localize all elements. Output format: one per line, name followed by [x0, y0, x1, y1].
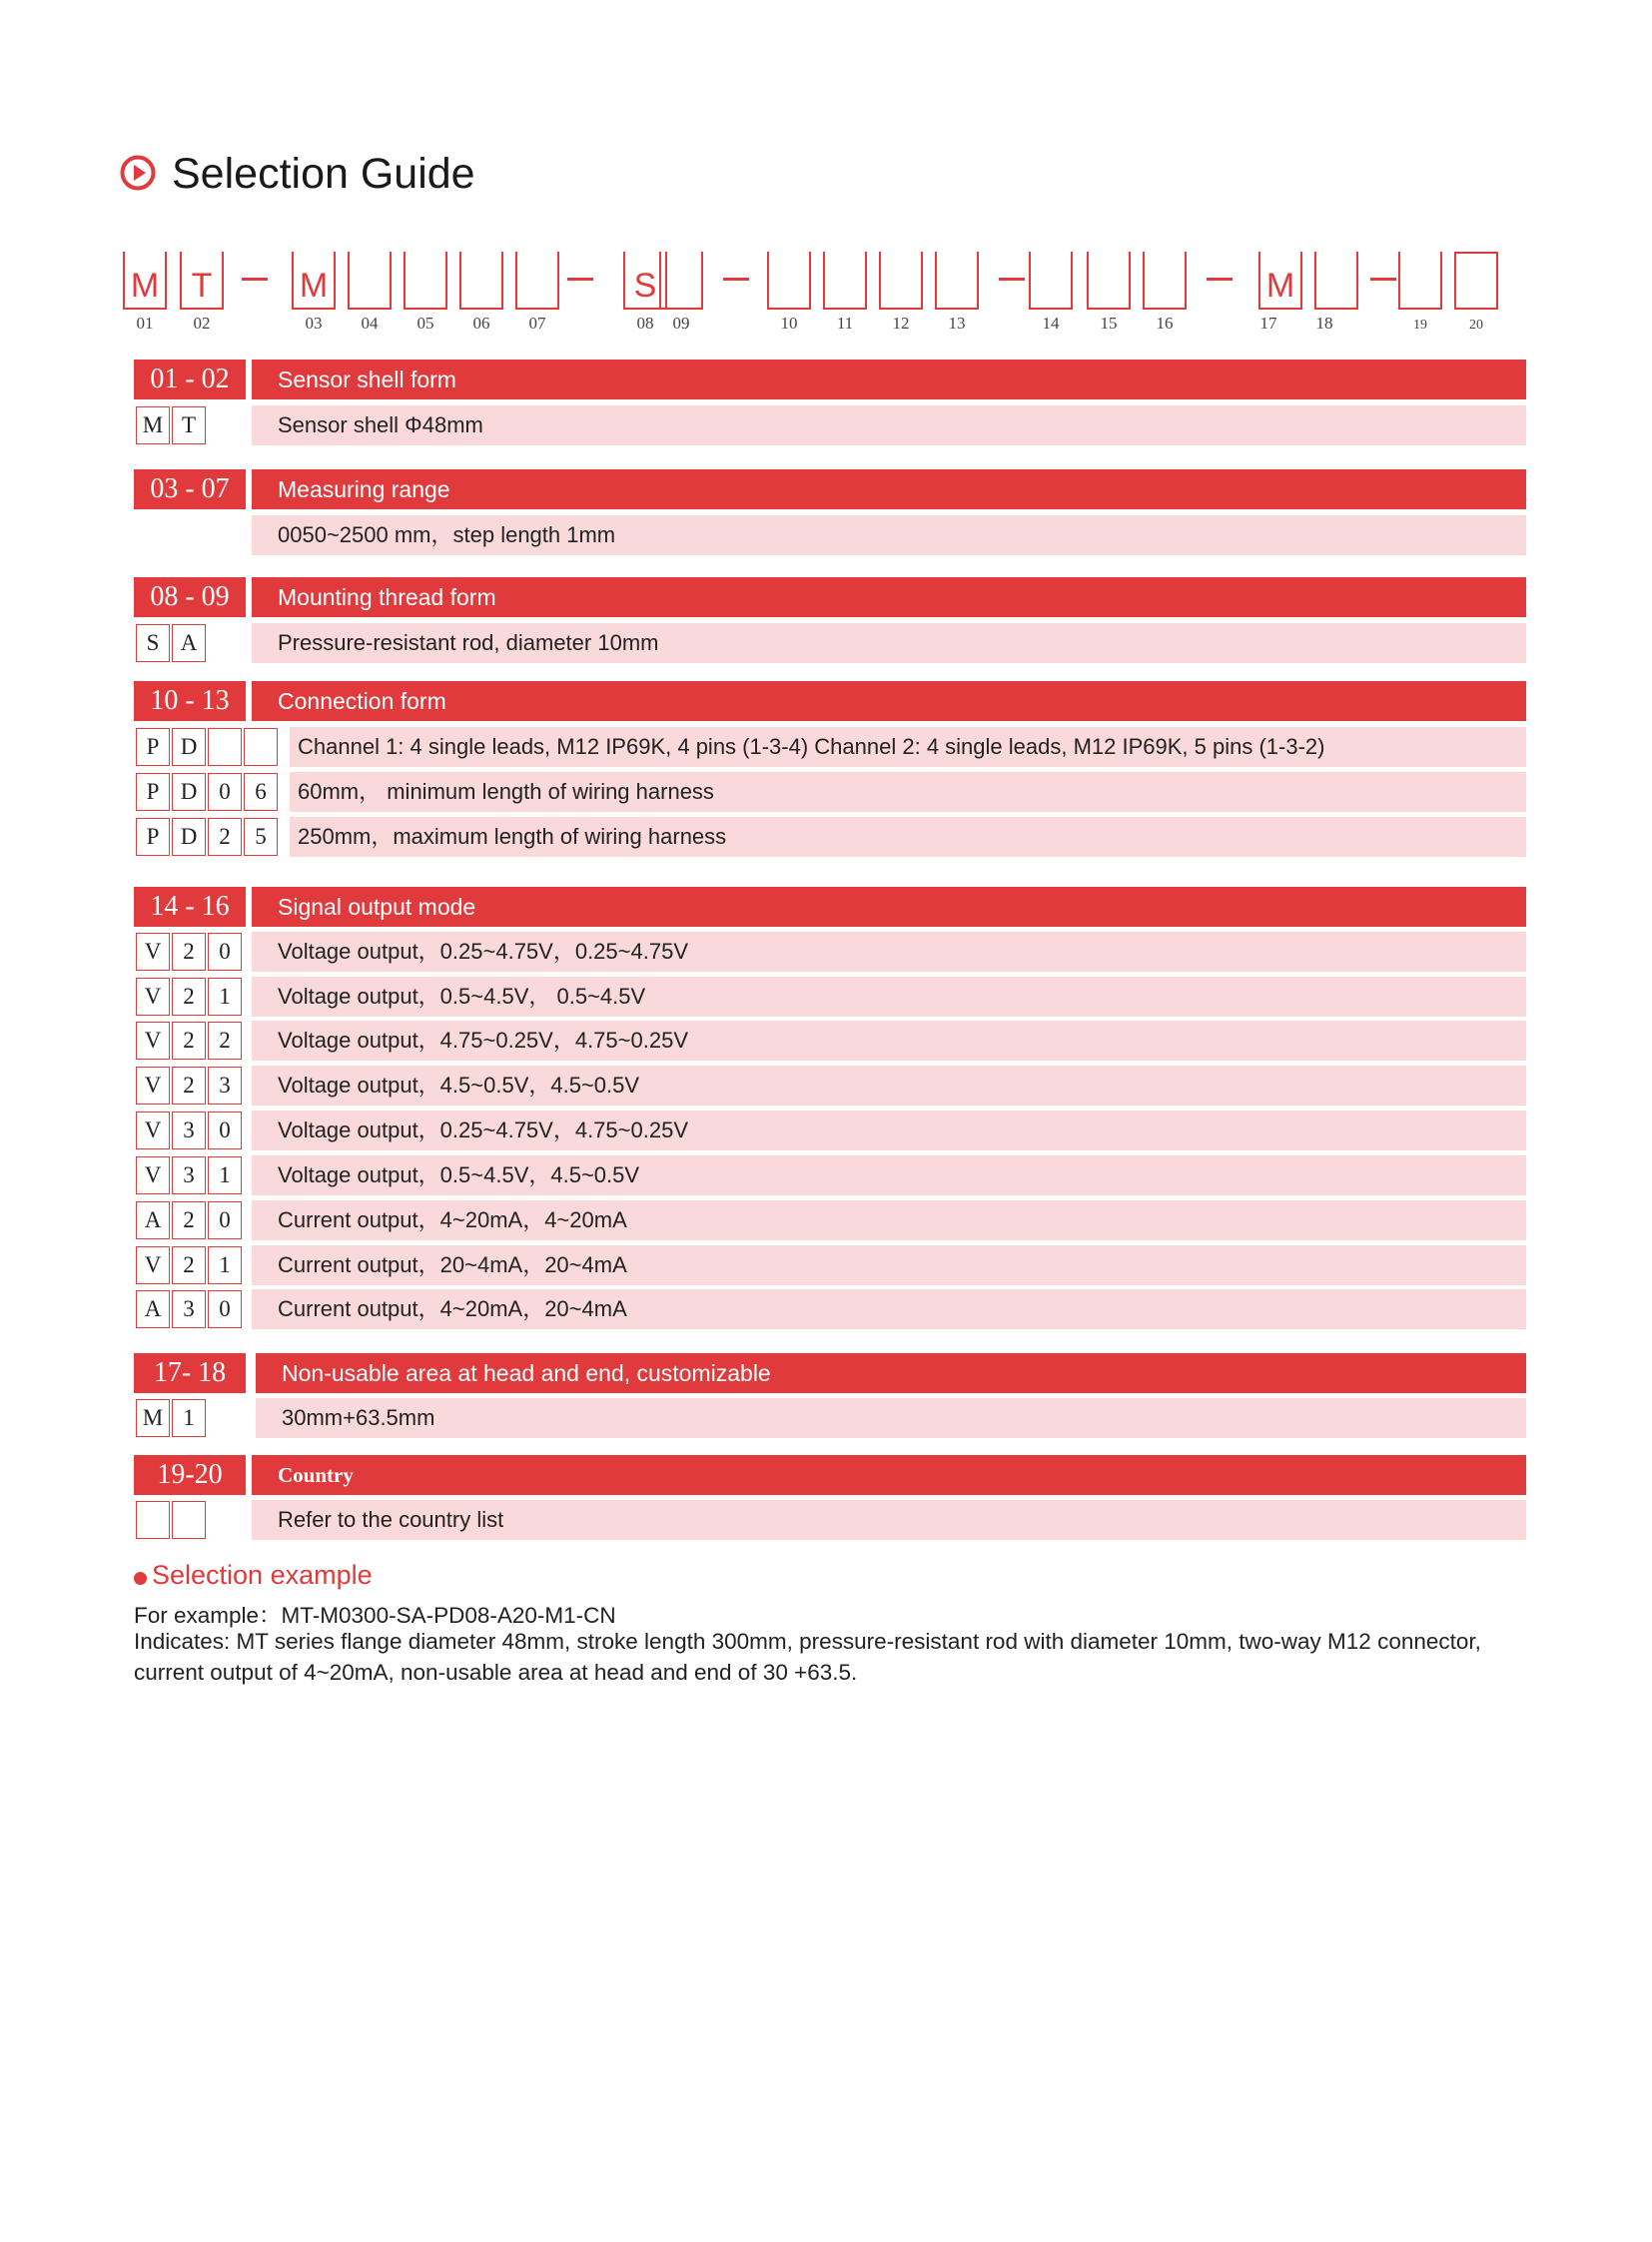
option-code-cell: 0 — [208, 1201, 242, 1239]
option-row — [252, 977, 1526, 1017]
option-description: Refer to the country list — [278, 1507, 504, 1532]
option-description: Voltage output，0.5~4.5V，4.5~0.5V — [278, 1162, 640, 1187]
option-code-cell: V — [136, 1246, 170, 1284]
example-code: For example：MT-M0300-SA-PD08-A20-M1-CN — [134, 1603, 616, 1628]
option-row — [290, 727, 1526, 767]
option-code-cell: 1 — [208, 1246, 242, 1284]
option-code-cell: A — [136, 1290, 170, 1328]
code-position-number: 08 — [636, 314, 654, 333]
option-code-cell: 6 — [244, 773, 278, 811]
code-separator-dash — [999, 278, 1025, 281]
option-code-cell: 2 — [172, 1022, 206, 1060]
option-code-cell — [244, 728, 278, 766]
option-code-cell: 2 — [172, 1201, 206, 1239]
option-code-cell: A — [136, 1201, 170, 1239]
section-title: Sensor shell form — [252, 360, 1526, 399]
option-description: Voltage output，4.5~0.5V，4.5~0.5V — [278, 1073, 640, 1098]
option-description: Current output，20~4mA，20~4mA — [278, 1252, 627, 1277]
code-position-box — [1398, 252, 1442, 310]
play-circle-icon — [120, 155, 156, 191]
option-code-cell: 2 — [172, 1246, 206, 1284]
code-position-box — [1087, 252, 1131, 310]
section-code-range: 03 - 07 — [134, 469, 246, 509]
option-code-cell: S — [136, 624, 170, 662]
option-row — [252, 1021, 1526, 1061]
section-code-range: 08 - 09 — [134, 577, 246, 617]
code-position-number: 15 — [1100, 314, 1118, 333]
code-position-number: 19 — [1413, 318, 1427, 333]
code-position-number: 05 — [416, 314, 434, 333]
option-code-cell: 2 — [172, 978, 206, 1016]
option-description: Channel 1: 4 single leads, M12 IP69K, 4 pins (1-3-4) Channel 2: 4 single leads, M12 IP69K, 5 pins (1-3-2) — [298, 734, 1325, 759]
option-code-cell: D — [172, 773, 206, 811]
code-position-box — [767, 252, 811, 310]
option-code-cell: M — [136, 1399, 170, 1437]
section-code-range: 19-20 — [134, 1455, 246, 1495]
code-position-box — [515, 252, 559, 310]
option-description: Sensor shell Φ48mm — [278, 412, 483, 437]
code-position-box — [1314, 252, 1358, 310]
option-row — [252, 405, 1526, 445]
code-position-number: 09 — [672, 314, 690, 333]
section-title: Country — [252, 1455, 1526, 1495]
code-separator-dash — [1207, 278, 1233, 281]
code-separator-dash — [723, 278, 749, 281]
code-position-box — [823, 252, 867, 310]
code-position-char: T — [191, 267, 213, 305]
option-code-cell: A — [172, 624, 206, 662]
example-description-line-2: current output of 4~20mA, non-usable area at head and end of 30 +63.5. — [134, 1660, 858, 1685]
option-row — [252, 1111, 1526, 1150]
code-position-number: 17 — [1259, 314, 1277, 333]
option-description: 0050~2500 mm，step length 1mm — [278, 522, 616, 547]
code-position-char: S — [633, 267, 657, 305]
option-code-cell: 1 — [208, 978, 242, 1016]
code-position-number: 13 — [948, 314, 966, 333]
option-code-cell: P — [136, 818, 170, 856]
option-description: Current output，4~20mA，4~20mA — [278, 1207, 627, 1232]
option-code-cell: V — [136, 1022, 170, 1060]
bullet-dot-icon — [134, 1572, 147, 1585]
option-row — [252, 1200, 1526, 1240]
option-code-cell: 1 — [172, 1399, 206, 1437]
option-code-cell: D — [172, 818, 206, 856]
option-code-cell: 0 — [208, 773, 242, 811]
code-separator-dash — [1370, 278, 1396, 281]
option-code-cell — [208, 728, 242, 766]
option-description: Voltage output，0.25~4.75V，0.25~4.75V — [278, 939, 688, 964]
option-code-cell: 2 — [208, 818, 242, 856]
option-code-cell — [136, 1501, 170, 1539]
code-position-box — [404, 252, 447, 310]
code-separator-dash — [567, 278, 593, 281]
option-code-cell: D — [172, 728, 206, 766]
example-heading: Selection example — [152, 1560, 373, 1590]
option-code-cell: 3 — [172, 1156, 206, 1194]
section-title: Mounting thread form — [252, 577, 1526, 617]
code-position-char: M — [130, 267, 160, 305]
code-position-number: 10 — [780, 314, 798, 333]
option-code-cell: T — [172, 406, 206, 444]
option-code-cell: 0 — [208, 933, 242, 971]
option-code-cell: 3 — [172, 1290, 206, 1328]
code-position-number: 07 — [528, 314, 546, 333]
option-description: Voltage output，4.75~0.25V，4.75~0.25V — [278, 1028, 688, 1053]
option-row — [252, 623, 1526, 663]
code-position-box — [459, 252, 503, 310]
option-description: Pressure-resistant rod, diameter 10mm — [278, 630, 659, 655]
code-position-box — [1454, 252, 1498, 310]
option-code-cell: 0 — [208, 1290, 242, 1328]
option-code-cell: 1 — [208, 1156, 242, 1194]
option-description: Voltage output，0.25~4.75V，4.75~0.25V — [278, 1118, 688, 1142]
option-code-cell: V — [136, 1067, 170, 1105]
option-code-cell: V — [136, 1112, 170, 1149]
code-position-box — [879, 252, 923, 310]
option-code-cell: 3 — [208, 1067, 242, 1105]
code-position-number: 01 — [136, 314, 154, 333]
code-position-number: 06 — [472, 314, 490, 333]
option-row — [252, 932, 1526, 972]
code-position-number: 16 — [1156, 314, 1174, 333]
section-code-range: 01 - 02 — [134, 360, 246, 399]
option-code-cell: 2 — [208, 1022, 242, 1060]
code-position-box — [1143, 252, 1187, 310]
option-code-cell: V — [136, 933, 170, 971]
option-code-cell: P — [136, 728, 170, 766]
option-row — [252, 1289, 1526, 1329]
option-description: 60mm， minimum length of wiring harness — [298, 779, 714, 804]
code-position-box — [1029, 252, 1073, 310]
code-position-box — [935, 252, 979, 310]
option-code-cell: M — [136, 406, 170, 444]
option-description: Voltage output，0.5~4.5V， 0.5~4.5V — [278, 984, 646, 1009]
option-code-cell: 5 — [244, 818, 278, 856]
section-code-range: 17- 18 — [134, 1353, 246, 1393]
code-position-box — [1258, 252, 1302, 310]
option-description: Current output，4~20mA，20~4mA — [278, 1296, 627, 1321]
option-code-cell: V — [136, 978, 170, 1016]
code-position-char: M — [1265, 267, 1295, 305]
option-row — [252, 1500, 1526, 1540]
code-position-box — [180, 252, 224, 310]
code-position-char: M — [299, 267, 329, 305]
code-position-number: 04 — [361, 314, 379, 333]
code-position-number: 18 — [1315, 314, 1333, 333]
option-code-cell: 2 — [172, 933, 206, 971]
option-description: 250mm，maximum length of wiring harness — [298, 824, 727, 849]
code-position-number: 14 — [1042, 314, 1060, 333]
code-position-box — [123, 252, 167, 310]
option-code-cell: P — [136, 773, 170, 811]
code-position-number: 03 — [305, 314, 323, 333]
option-code-cell: 3 — [172, 1112, 206, 1149]
option-row — [290, 772, 1526, 812]
section-code-range: 14 - 16 — [134, 887, 246, 927]
code-position-number: 20 — [1469, 318, 1483, 333]
option-row — [252, 1066, 1526, 1106]
example-description-line-1: Indicates: MT series flange diameter 48mm, stroke length 300mm, pressure-resistant rod with diameter 10mm, two-way M12 connector, — [134, 1629, 1481, 1654]
code-position-box — [348, 252, 392, 310]
section-code-range: 10 - 13 — [134, 681, 246, 721]
code-position-number: 12 — [892, 314, 910, 333]
option-row — [252, 1245, 1526, 1285]
code-position-box — [292, 252, 336, 310]
option-row — [290, 817, 1526, 857]
option-code-cell — [172, 1501, 206, 1539]
option-row — [256, 1398, 1526, 1438]
code-position-number: 11 — [836, 314, 854, 333]
code-position-box — [659, 252, 703, 310]
section-title: Non-usable area at head and end, customizable — [256, 1353, 1526, 1393]
option-description: 30mm+63.5mm — [282, 1405, 435, 1430]
section-title: Signal output mode — [252, 887, 1526, 927]
option-code-cell: 2 — [172, 1067, 206, 1105]
option-code-cell: 0 — [208, 1112, 242, 1149]
code-position-number: 02 — [193, 314, 211, 333]
option-row — [252, 515, 1526, 555]
page-title: Selection Guide — [172, 150, 475, 198]
option-code-cell: V — [136, 1156, 170, 1194]
section-title: Measuring range — [252, 469, 1526, 509]
section-title: Connection form — [252, 681, 1526, 721]
code-separator-dash — [242, 278, 268, 281]
option-row — [252, 1155, 1526, 1195]
